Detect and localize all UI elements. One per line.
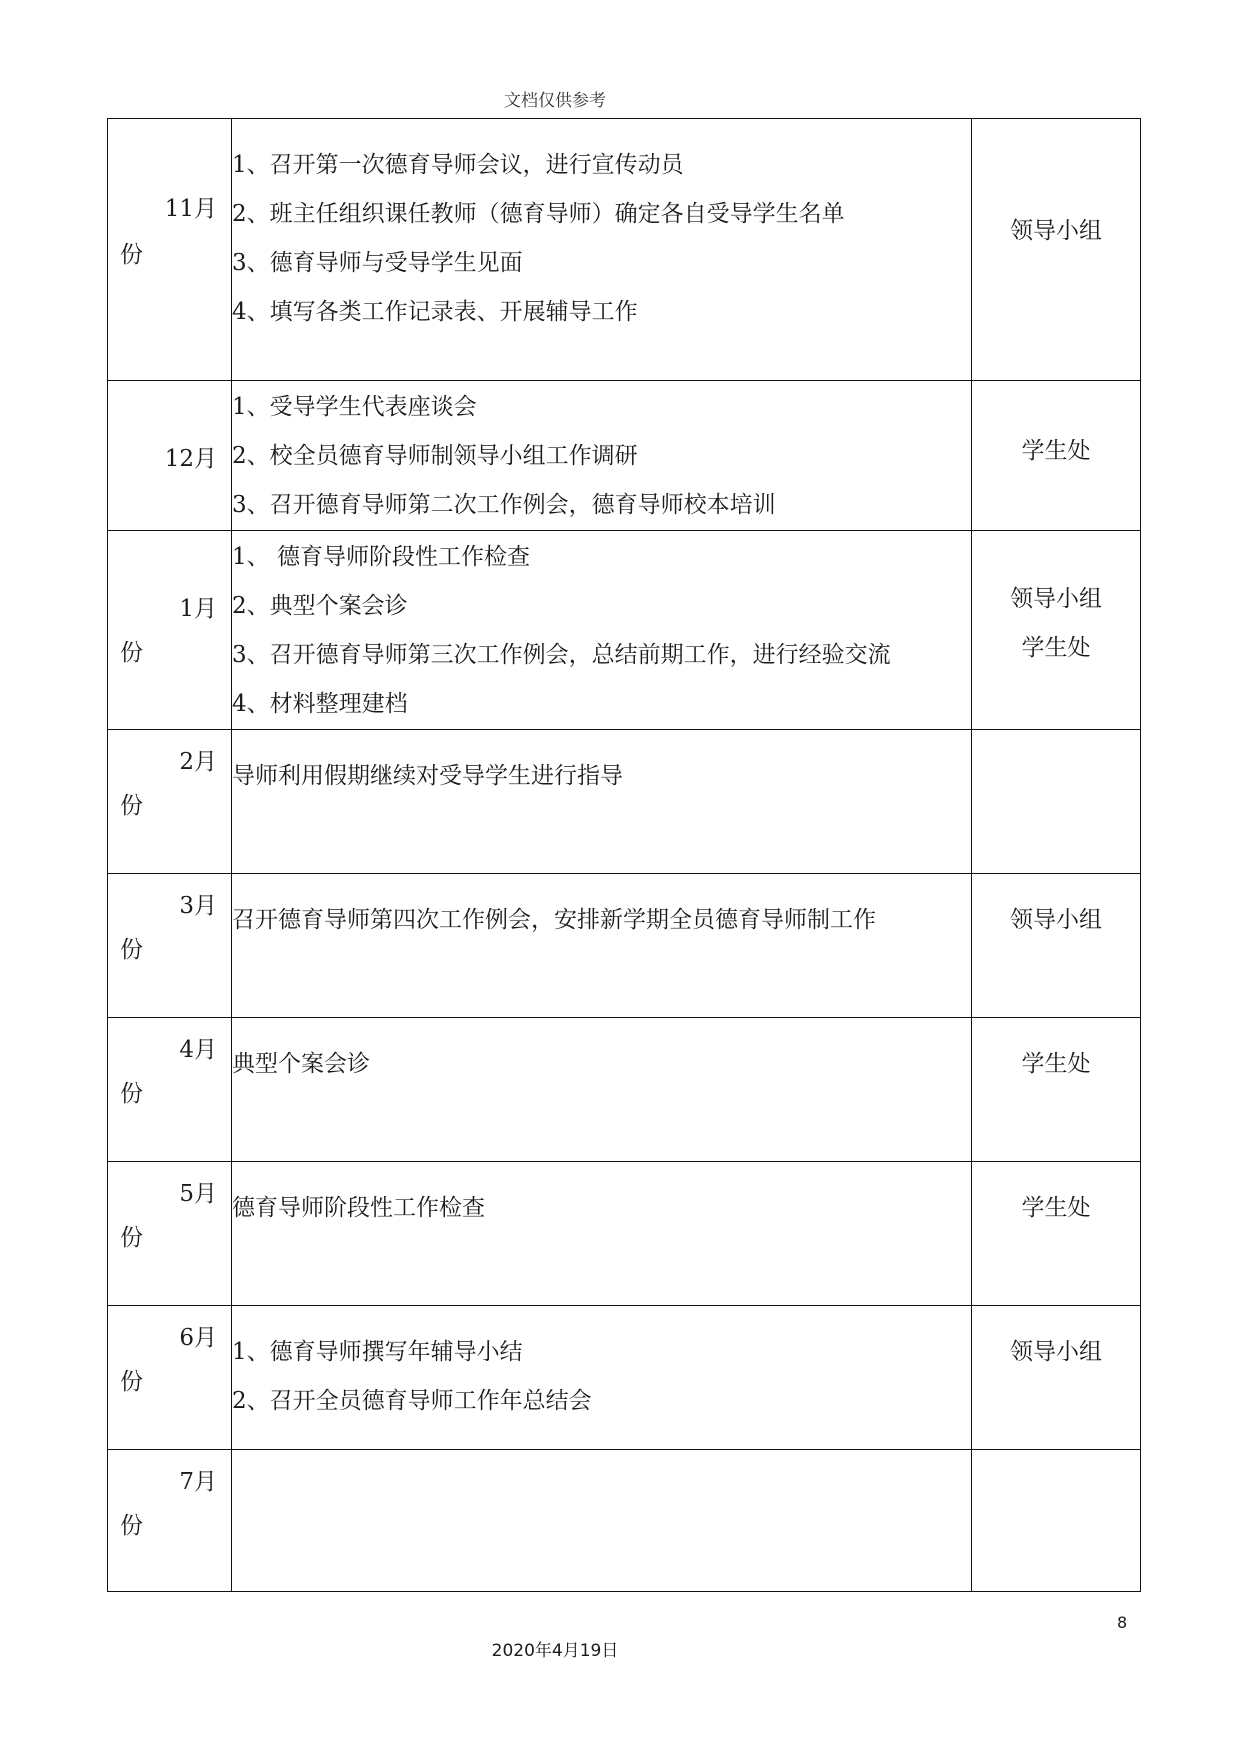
month-suffix: 份 xyxy=(120,937,143,963)
task-item: 导师利用假期继续对受导学生进行指导 xyxy=(232,763,623,789)
plan-row xyxy=(108,1450,1141,1592)
content-cell xyxy=(232,531,972,730)
task-item: 2、召开全员德育导师工作年总结会 xyxy=(232,1388,592,1414)
task-item: 3、召开德育导师第二次工作例会，德育导师校本培训 xyxy=(232,492,776,518)
plan-row xyxy=(108,531,1141,730)
plan-row xyxy=(108,381,1141,531)
task-item: 1、德育导师撰写年辅导小结 xyxy=(232,1339,523,1365)
plan-row xyxy=(108,1162,1141,1306)
month-label: 12月 xyxy=(164,446,217,472)
content-cell xyxy=(232,119,972,381)
month-label: 5月 xyxy=(179,1181,217,1207)
month-suffix: 份 xyxy=(120,1081,143,1107)
month-cell xyxy=(108,1306,232,1450)
work-plan-table xyxy=(107,118,1141,1592)
month-cell xyxy=(108,381,232,531)
task-item: 1、召开第一次德育导师会议，进行宣传动员 xyxy=(232,152,684,178)
page-header: 文档仅供参考 xyxy=(504,91,606,111)
month-label: 11月 xyxy=(164,196,217,222)
month-cell xyxy=(108,1162,232,1306)
task-item: 3、德育导师与受导学生见面 xyxy=(232,250,523,276)
task-item: 2、校全员德育导师制领导小组工作调研 xyxy=(232,443,638,469)
task-item: 典型个案会诊 xyxy=(232,1051,370,1077)
plan-row xyxy=(108,1018,1141,1162)
month-suffix: 份 xyxy=(120,640,143,666)
month-cell xyxy=(108,730,232,874)
month-suffix: 份 xyxy=(120,793,143,819)
month-cell xyxy=(108,874,232,1018)
responsible-cell xyxy=(972,1162,1141,1306)
month-suffix: 份 xyxy=(120,1225,143,1251)
responsible-party: 领导小组 xyxy=(1010,586,1102,612)
responsible-cell xyxy=(972,730,1141,874)
responsible-party: 领导小组 xyxy=(1010,1339,1102,1365)
month-cell xyxy=(108,1018,232,1162)
responsible-party: 学生处 xyxy=(1021,1051,1091,1077)
page-number: 8 xyxy=(1117,1613,1128,1632)
month-cell xyxy=(108,119,232,381)
content-cell xyxy=(232,1018,972,1162)
responsible-party: 领导小组 xyxy=(1010,218,1102,244)
plan-row xyxy=(108,1306,1141,1450)
responsible-cell xyxy=(972,381,1141,531)
month-label: 3月 xyxy=(179,893,217,919)
plan-row xyxy=(108,730,1141,874)
task-item: 4、填写各类工作记录表、开展辅导工作 xyxy=(232,299,638,325)
month-suffix: 份 xyxy=(120,1369,143,1395)
task-item: 2、班主任组织课任教师（德育导师）确定各自受导学生名单 xyxy=(232,201,845,227)
task-item: 2、典型个案会诊 xyxy=(232,593,408,619)
month-label: 2月 xyxy=(179,749,217,775)
responsible-party: 领导小组 xyxy=(1010,907,1102,933)
month-cell xyxy=(108,1450,232,1592)
responsible-party: 学生处 xyxy=(1021,1195,1091,1221)
content-cell xyxy=(232,1450,972,1592)
footer-date: 2020年4月19日 xyxy=(491,1641,619,1661)
month-label: 4月 xyxy=(179,1037,217,1063)
responsible-cell xyxy=(972,1306,1141,1450)
content-cell xyxy=(232,730,972,874)
task-item: 1、受导学生代表座谈会 xyxy=(232,394,477,420)
plan-row xyxy=(108,119,1141,381)
task-item: 3、召开德育导师第三次工作例会，总结前期工作，进行经验交流 xyxy=(232,642,891,668)
responsible-party: 学生处 xyxy=(1021,438,1091,464)
content-cell xyxy=(232,1306,972,1450)
responsible-cell xyxy=(972,1450,1141,1592)
responsible-cell xyxy=(972,531,1141,730)
month-suffix: 份 xyxy=(120,1513,143,1539)
content-cell xyxy=(232,874,972,1018)
plan-row xyxy=(108,874,1141,1018)
task-item: 1、 德育导师阶段性工作检查 xyxy=(232,544,530,570)
task-item: 德育导师阶段性工作检查 xyxy=(232,1195,485,1221)
month-label: 6月 xyxy=(179,1325,217,1351)
month-suffix: 份 xyxy=(120,242,143,268)
month-label: 7月 xyxy=(179,1469,217,1495)
task-item: 4、材料整理建档 xyxy=(232,691,408,717)
content-cell xyxy=(232,381,972,531)
task-item: 召开德育导师第四次工作例会，安排新学期全员德育导师制工作 xyxy=(232,907,876,933)
responsible-cell xyxy=(972,874,1141,1018)
month-label: 1月 xyxy=(179,596,217,622)
responsible-cell xyxy=(972,119,1141,381)
responsible-cell xyxy=(972,1018,1141,1162)
responsible-party: 学生处 xyxy=(1021,635,1091,661)
content-cell xyxy=(232,1162,972,1306)
month-cell xyxy=(108,531,232,730)
